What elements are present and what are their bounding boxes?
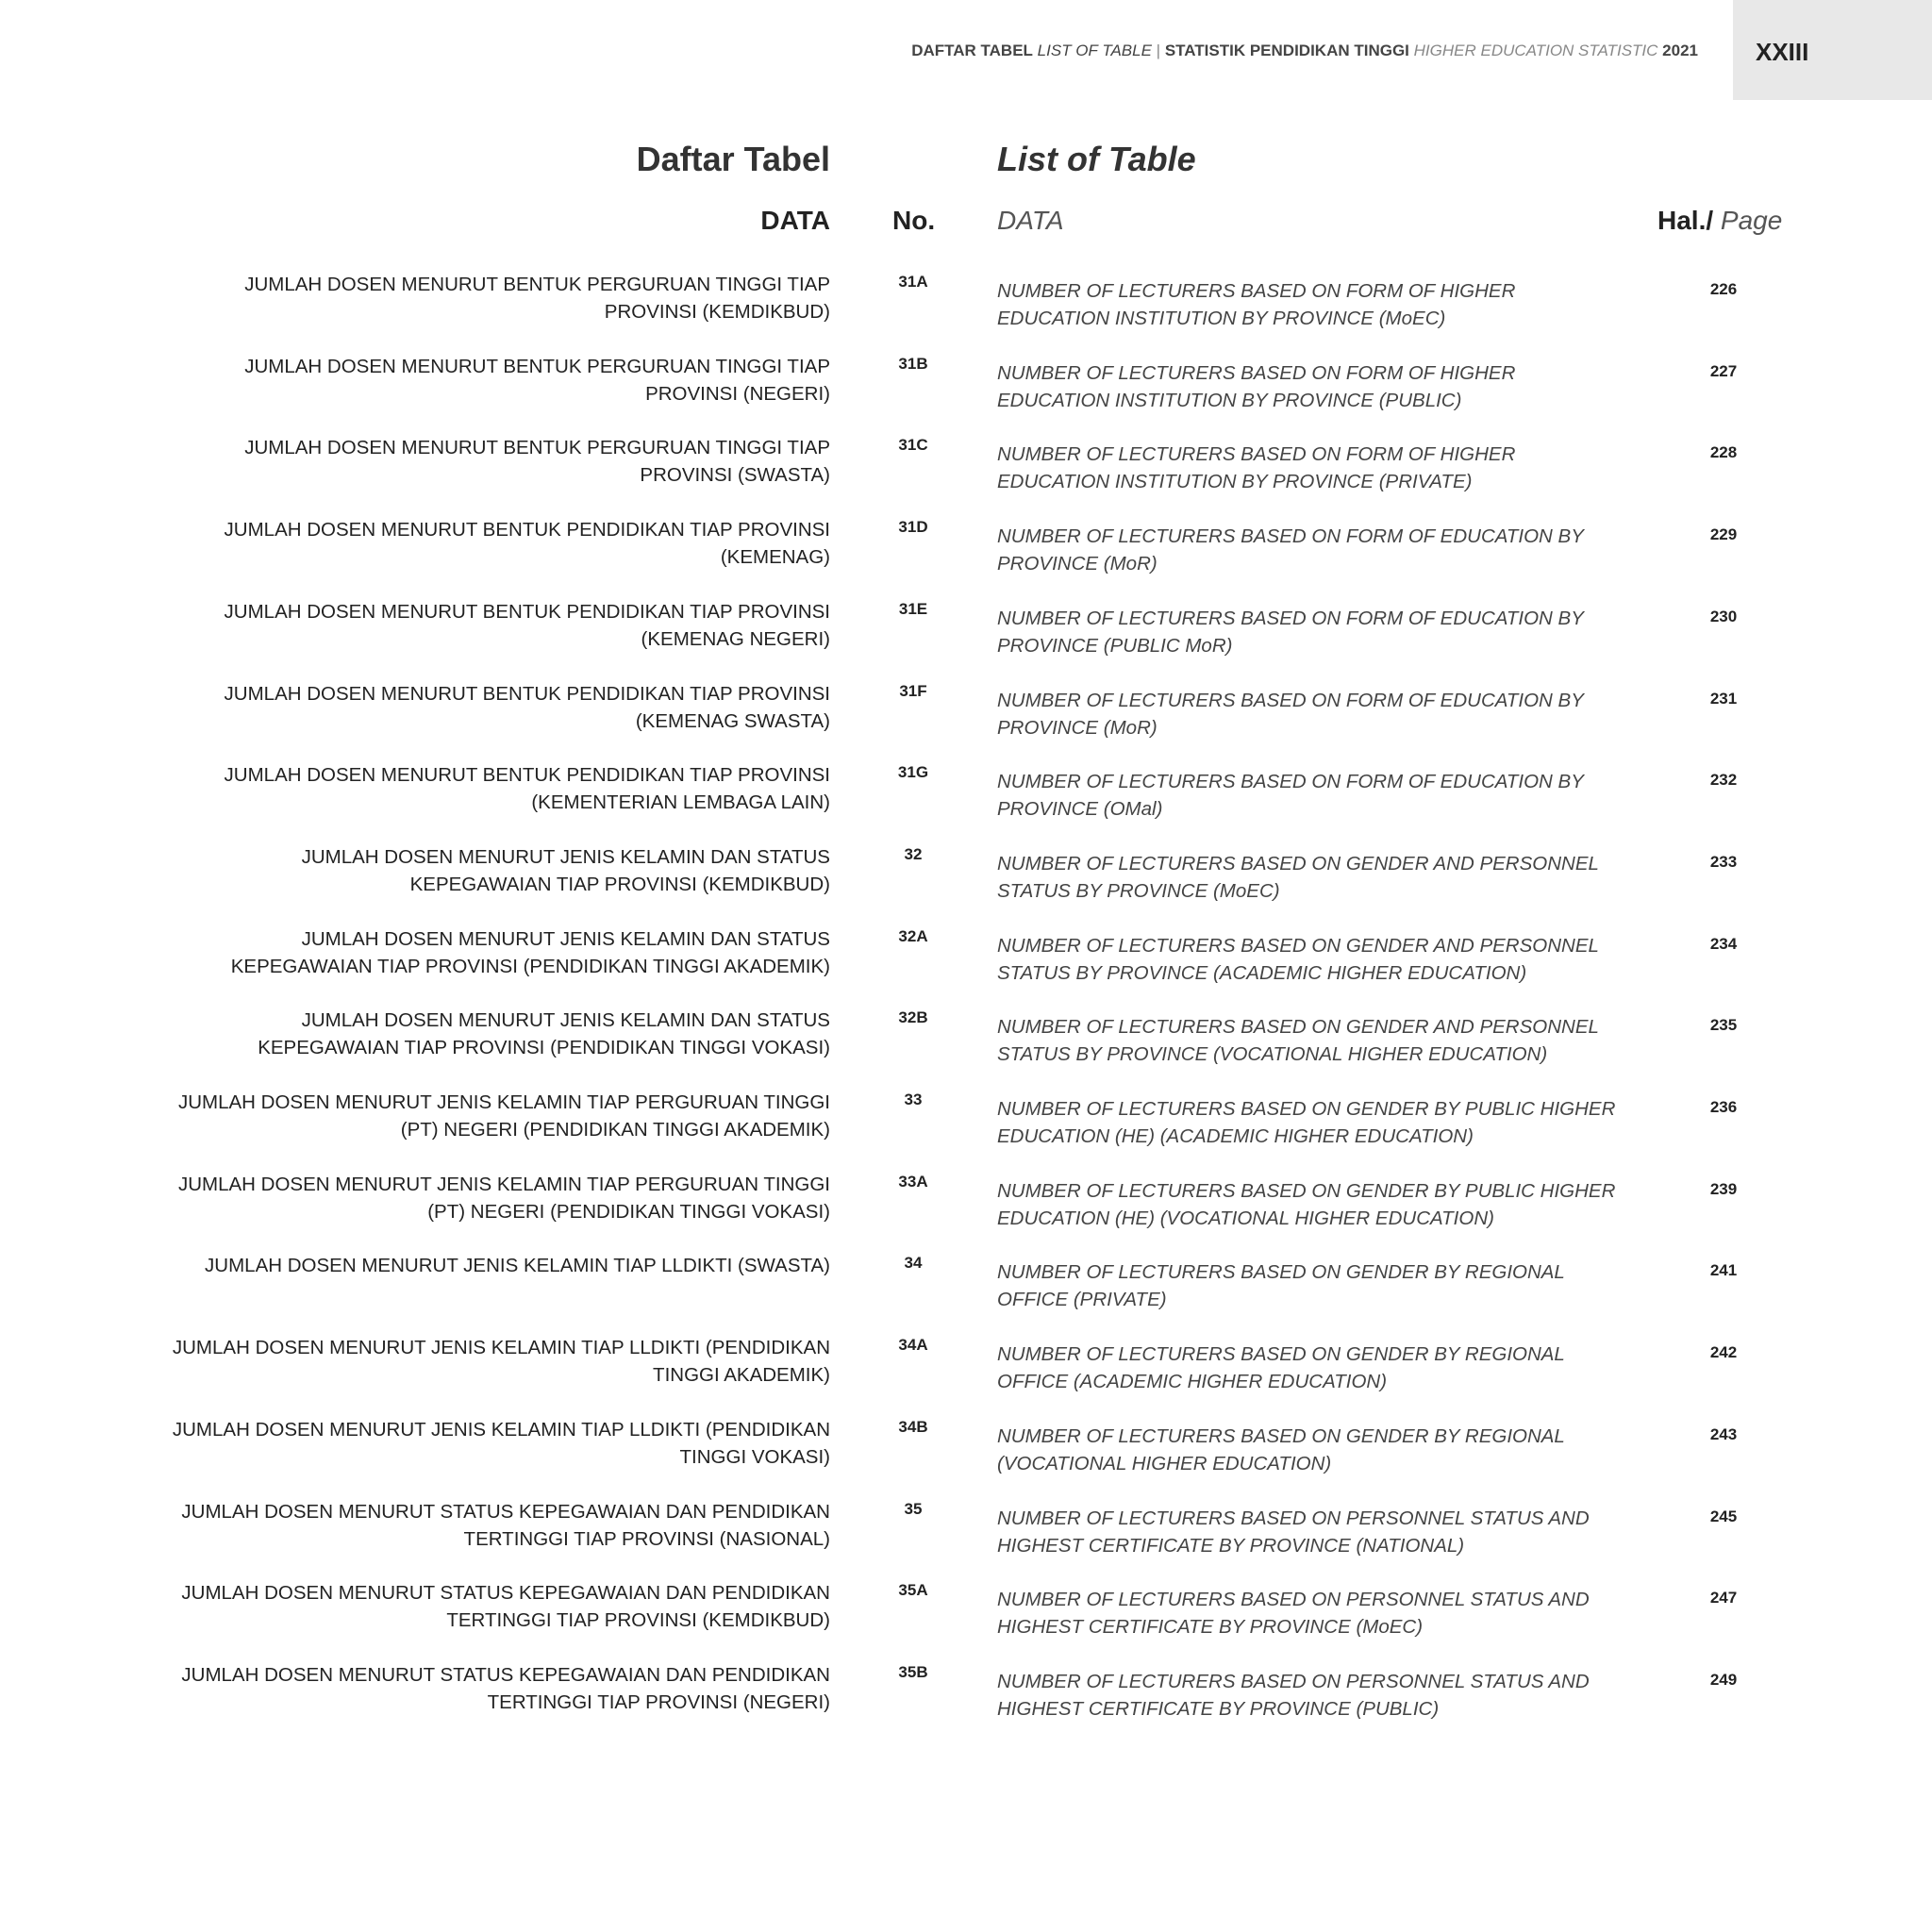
row-table-number: 31E xyxy=(898,599,928,618)
row-title-english: NUMBER OF LECTURERS BASED ON FORM OF EDUCATION BY PROVINCE (MoR) xyxy=(997,525,1584,575)
row-page-number: 241 xyxy=(1709,1261,1738,1280)
header-year: 2021 xyxy=(1662,42,1698,59)
row-title-indonesian: JUMLAH DOSEN MENURUT STATUS KEPEGAWAIAN DAN PENDIDIKAN TERTINGGI TIAP PROVINSI (NEGERI) xyxy=(181,1663,830,1713)
toc-row[interactable] xyxy=(0,1171,1932,1253)
toc-row[interactable] xyxy=(0,1252,1932,1334)
row-page-number: 245 xyxy=(1709,1507,1738,1525)
row-page-number: 249 xyxy=(1709,1670,1738,1689)
row-title-indonesian: JUMLAH DOSEN MENURUT JENIS KELAMIN TIAP LLDIKTI (PENDIDIKAN TINGGI VOKASI) xyxy=(172,1418,830,1468)
toc-row[interactable] xyxy=(0,1579,1932,1661)
row-title-indonesian: JUMLAH DOSEN MENURUT JENIS KELAMIN TIAP PERGURUAN TINGGI (PT) NEGERI (PENDIDIKAN TINGGI AKADEMIK) xyxy=(177,1091,830,1141)
row-table-number: 31D xyxy=(898,518,928,537)
row-title-indonesian: JUMLAH DOSEN MENURUT BENTUK PENDIDIKAN TIAP PROVINSI (KEMENTERIAN LEMBAGA LAIN) xyxy=(224,764,830,814)
row-page-number: 234 xyxy=(1709,934,1738,953)
row-table-number: 31B xyxy=(898,354,928,373)
row-table-number: 34A xyxy=(898,1336,928,1355)
row-title-english: NUMBER OF LECTURERS BASED ON PERSONNEL STATUS AND HIGHEST CERTIFICATE BY PROVINCE (MoEC) xyxy=(997,1589,1590,1639)
toc-row[interactable] xyxy=(0,925,1932,1008)
row-table-number: 33A xyxy=(898,1172,928,1191)
row-table-number: 31A xyxy=(898,273,928,291)
toc-row[interactable] xyxy=(0,843,1932,925)
column-header-data-en: DATA xyxy=(997,206,1064,235)
row-title-indonesian: JUMLAH DOSEN MENURUT JENIS KELAMIN TIAP LLDIKTI (PENDIDIKAN TINGGI AKADEMIK) xyxy=(172,1337,830,1387)
row-title-english: NUMBER OF LECTURERS BASED ON FORM OF EDUCATION BY PROVINCE (OMal) xyxy=(997,771,1584,821)
row-title-indonesian: JUMLAH DOSEN MENURUT JENIS KELAMIN TIAP PERGURUAN TINGGI (PT) NEGERI (PENDIDIKAN TINGGI VOKASI) xyxy=(177,1173,830,1223)
row-page-number: 229 xyxy=(1709,525,1738,544)
row-title-english: NUMBER OF LECTURERS BASED ON FORM OF EDUCATION BY PROVINCE (MoR) xyxy=(997,689,1584,739)
row-table-number: 35A xyxy=(898,1581,928,1600)
row-title-english: NUMBER OF LECTURERS BASED ON GENDER BY REGIONAL OFFICE (ACADEMIC HIGHER EDUCATION) xyxy=(997,1343,1565,1393)
row-table-number: 34 xyxy=(904,1254,923,1273)
running-header xyxy=(911,42,1698,60)
row-title-indonesian: JUMLAH DOSEN MENURUT JENIS KELAMIN DAN STATUS KEPEGAWAIAN TIAP PROVINSI (KEMDIKBUD) xyxy=(301,845,830,895)
row-title-english: NUMBER OF LECTURERS BASED ON GENDER AND PERSONNEL STATUS BY PROVINCE (MoEC) xyxy=(997,852,1599,902)
toc-row[interactable] xyxy=(0,1007,1932,1089)
toc-row[interactable] xyxy=(0,761,1932,843)
row-table-number: 32 xyxy=(904,844,923,863)
title-indonesian: Daftar Tabel xyxy=(636,140,830,178)
row-table-number: 35B xyxy=(898,1662,928,1681)
page-number: XXIII xyxy=(1756,38,1809,66)
column-header-no: No. xyxy=(892,206,936,235)
row-title-indonesian: JUMLAH DOSEN MENURUT BENTUK PERGURUAN TINGGI TIAP PROVINSI (NEGERI) xyxy=(244,355,830,405)
row-title-english: NUMBER OF LECTURERS BASED ON PERSONNEL STATUS AND HIGHEST CERTIFICATE BY PROVINCE (NATIONAL) xyxy=(997,1507,1590,1557)
row-page-number: 228 xyxy=(1709,443,1738,462)
row-table-number: 31G xyxy=(897,763,929,782)
row-title-english: NUMBER OF LECTURERS BASED ON FORM OF HIGHER EDUCATION INSTITUTION BY PROVINCE (PUBLIC) xyxy=(997,361,1516,411)
row-page-number: 236 xyxy=(1709,1098,1738,1116)
row-table-number: 34B xyxy=(898,1417,928,1436)
row-table-number: 32A xyxy=(898,926,928,945)
header-statistik: STATISTIK PENDIDIKAN TINGGI xyxy=(1164,42,1409,59)
row-page-number: 230 xyxy=(1709,607,1738,625)
row-table-number: 35 xyxy=(904,1499,923,1518)
row-page-number: 247 xyxy=(1709,1589,1738,1607)
row-title-indonesian: JUMLAH DOSEN MENURUT JENIS KELAMIN DAN STATUS KEPEGAWAIAN TIAP PROVINSI (PENDIDIKAN TINGGI VOKASI) xyxy=(258,1009,830,1059)
row-title-english: NUMBER OF LECTURERS BASED ON GENDER BY REGIONAL OFFICE (PRIVATE) xyxy=(997,1261,1565,1311)
toc-row[interactable] xyxy=(0,1334,1932,1416)
row-title-english: NUMBER OF LECTURERS BASED ON GENDER BY PUBLIC HIGHER EDUCATION (HE) (VOCATIONAL HIGHER EDUCATION) xyxy=(997,1179,1616,1229)
toc-row[interactable] xyxy=(0,598,1932,680)
toc-row[interactable] xyxy=(0,1089,1932,1171)
row-page-number: 227 xyxy=(1709,361,1738,380)
column-header-hal: Hal./ xyxy=(1657,206,1714,235)
row-page-number: 233 xyxy=(1709,852,1738,871)
row-page-number: 242 xyxy=(1709,1343,1738,1362)
row-table-number: 31C xyxy=(898,436,928,455)
row-page-number: 239 xyxy=(1709,1179,1738,1198)
row-title-english: NUMBER OF LECTURERS BASED ON GENDER AND PERSONNEL STATUS BY PROVINCE (ACADEMIC HIGHER EDUCATION) xyxy=(997,934,1599,984)
column-header-page-label: Page xyxy=(1720,206,1783,235)
toc-row[interactable] xyxy=(0,1661,1932,1743)
row-title-english: NUMBER OF LECTURERS BASED ON FORM OF HIGHER EDUCATION INSTITUTION BY PROVINCE (MoEC) xyxy=(997,280,1516,329)
toc-row[interactable] xyxy=(0,680,1932,762)
row-title-english: NUMBER OF LECTURERS BASED ON GENDER BY PUBLIC HIGHER EDUCATION (HE) (ACADEMIC HIGHER EDUCATION) xyxy=(997,1098,1616,1147)
header-separator: | xyxy=(1156,42,1161,59)
row-title-english: NUMBER OF LECTURERS BASED ON FORM OF EDUCATION BY PROVINCE (PUBLIC MoR) xyxy=(997,607,1584,657)
toc-row[interactable] xyxy=(0,516,1932,598)
row-page-number: 232 xyxy=(1709,771,1738,790)
row-title-english: NUMBER OF LECTURERS BASED ON GENDER BY REGIONAL (VOCATIONAL HIGHER EDUCATION) xyxy=(997,1424,1565,1474)
toc-row[interactable] xyxy=(0,434,1932,516)
row-title-english: NUMBER OF LECTURERS BASED ON GENDER AND PERSONNEL STATUS BY PROVINCE (VOCATIONAL HIGHER EDUCATION) xyxy=(997,1016,1599,1066)
row-title-indonesian: JUMLAH DOSEN MENURUT BENTUK PERGURUAN TINGGI TIAP PROVINSI (KEMDIKBUD) xyxy=(244,274,830,323)
row-title-english: NUMBER OF LECTURERS BASED ON FORM OF HIGHER EDUCATION INSTITUTION BY PROVINCE (PRIVATE) xyxy=(997,443,1516,493)
row-page-number: 243 xyxy=(1709,1424,1738,1443)
row-table-number: 33 xyxy=(904,1091,923,1108)
title-english: List of Table xyxy=(997,140,1196,178)
toc-row[interactable] xyxy=(0,1498,1932,1580)
row-title-indonesian: JUMLAH DOSEN MENURUT BENTUK PENDIDIKAN TIAP PROVINSI (KEMENAG) xyxy=(224,519,830,569)
toc-row[interactable] xyxy=(0,353,1932,435)
row-title-english: NUMBER OF LECTURERS BASED ON PERSONNEL STATUS AND HIGHEST CERTIFICATE BY PROVINCE (PUBLIC) xyxy=(997,1670,1590,1720)
row-table-number: 31F xyxy=(899,681,927,700)
column-header-page xyxy=(1657,206,1782,236)
row-page-number: 235 xyxy=(1709,1016,1738,1035)
row-title-indonesian: JUMLAH DOSEN MENURUT JENIS KELAMIN TIAP LLDIKTI (SWASTA) xyxy=(205,1255,830,1277)
row-title-indonesian: JUMLAH DOSEN MENURUT STATUS KEPEGAWAIAN DAN PENDIDIKAN TERTINGGI TIAP PROVINSI (KEMDIKBUD) xyxy=(181,1582,830,1632)
header-daftar-tabel: DAFTAR TABEL xyxy=(911,42,1033,59)
row-title-indonesian: JUMLAH DOSEN MENURUT BENTUK PENDIDIKAN TIAP PROVINSI (KEMENAG NEGERI) xyxy=(224,600,830,650)
row-title-indonesian: JUMLAH DOSEN MENURUT BENTUK PERGURUAN TINGGI TIAP PROVINSI (SWASTA) xyxy=(244,437,830,487)
toc-row[interactable] xyxy=(0,271,1932,353)
row-title-indonesian: JUMLAH DOSEN MENURUT STATUS KEPEGAWAIAN DAN PENDIDIKAN TERTINGGI TIAP PROVINSI (NASIONAL) xyxy=(181,1500,830,1550)
row-table-number: 32B xyxy=(898,1008,928,1027)
row-title-indonesian: JUMLAH DOSEN MENURUT BENTUK PENDIDIKAN TIAP PROVINSI (KEMENAG SWASTA) xyxy=(224,682,830,732)
toc-row[interactable] xyxy=(0,1416,1932,1498)
row-page-number: 226 xyxy=(1709,280,1738,298)
column-header-data-id: DATA xyxy=(760,206,830,235)
header-higher-education: HIGHER EDUCATION STATISTIC xyxy=(1413,42,1658,59)
page-number-tab xyxy=(1733,0,1932,100)
header-list-of-table: LIST OF TABLE xyxy=(1037,42,1152,59)
row-title-indonesian: JUMLAH DOSEN MENURUT JENIS KELAMIN DAN STATUS KEPEGAWAIAN TIAP PROVINSI (PENDIDIKAN TINGGI AKADEMIK) xyxy=(230,927,830,977)
row-page-number: 231 xyxy=(1709,689,1738,708)
